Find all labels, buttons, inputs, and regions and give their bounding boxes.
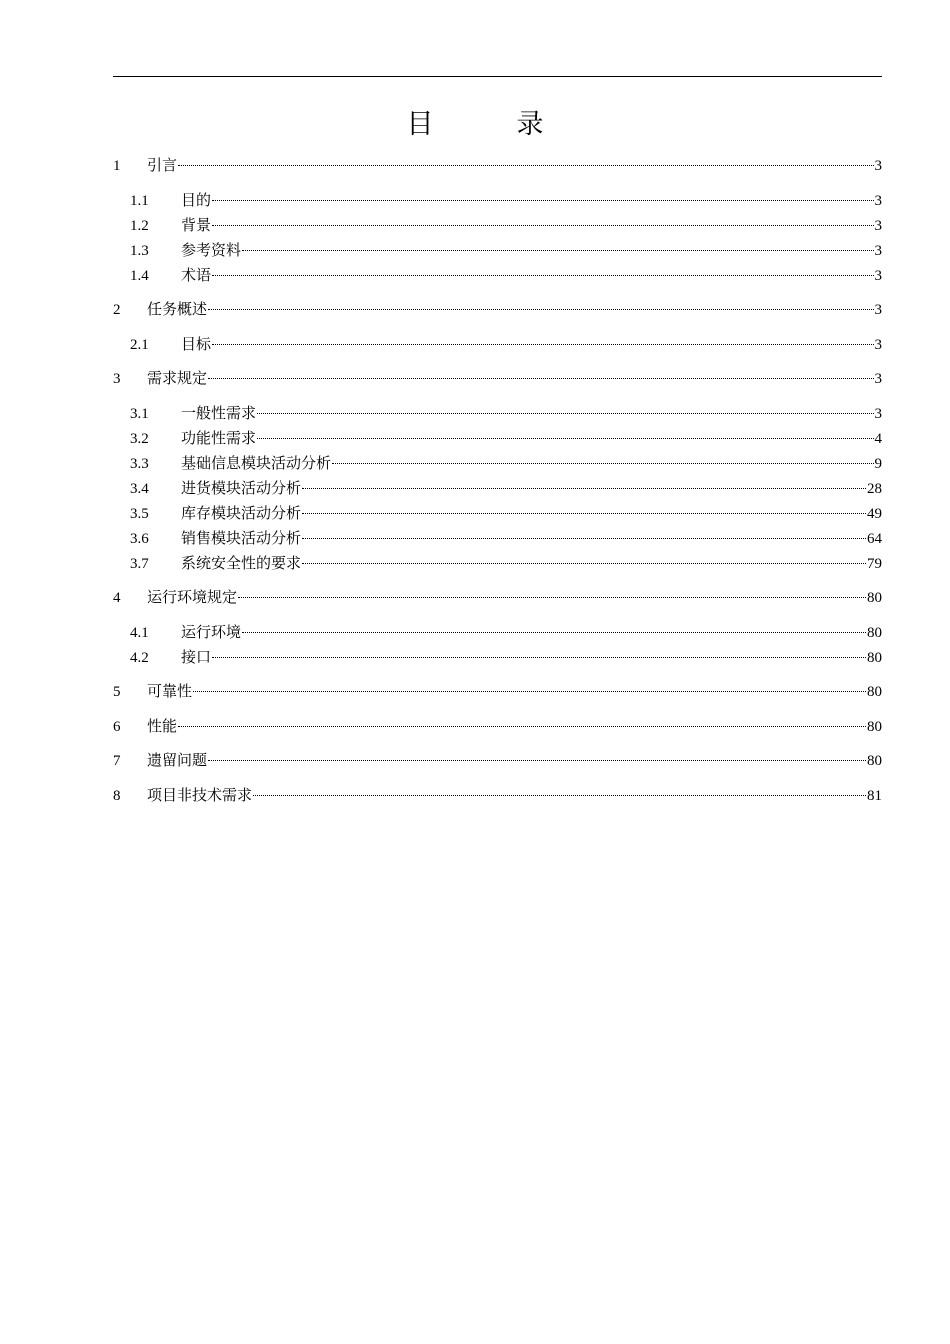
toc-entry-number: 4.1 <box>130 624 149 641</box>
dot-leader <box>212 199 873 201</box>
dot-leader <box>193 690 866 692</box>
toc-entry-number: 3.7 <box>130 555 149 572</box>
toc-entry[interactable] <box>113 333 882 358</box>
dot-leader <box>302 487 866 489</box>
toc-entry-label: 一般性需求 <box>181 405 257 422</box>
toc-entry-page: 80 <box>867 624 882 641</box>
toc-entry[interactable] <box>113 784 882 809</box>
toc-entry-page: 9 <box>874 455 882 472</box>
dot-leader <box>212 343 873 345</box>
toc-entry-page: 3 <box>874 217 882 234</box>
toc-entry-number: 2.1 <box>130 336 149 353</box>
toc-entry-label: 引言 <box>147 158 178 174</box>
toc-entry-label: 基础信息模块活动分析 <box>181 455 332 472</box>
dot-leader <box>302 512 866 514</box>
toc-entry-number: 3.6 <box>130 530 149 547</box>
header-rule <box>113 76 882 77</box>
toc-entry[interactable] <box>113 189 882 214</box>
toc-entry-page: 3 <box>874 158 882 174</box>
toc-entry-number: 8 <box>113 787 121 804</box>
toc-entry-page: 80 <box>867 649 882 666</box>
toc-entry[interactable] <box>113 477 882 502</box>
toc-entry-page: 3 <box>874 242 882 259</box>
toc-entry-page: 49 <box>867 505 882 522</box>
dot-leader <box>257 412 873 414</box>
dot-leader <box>212 224 873 226</box>
toc-entry[interactable] <box>113 452 882 477</box>
toc-entry-number: 5 <box>113 684 121 700</box>
toc-entry-number: 1.2 <box>130 217 149 234</box>
dot-leader <box>302 537 866 539</box>
toc-entry-page: 3 <box>874 192 882 209</box>
toc-entry-number: 3.3 <box>130 455 149 472</box>
dot-leader <box>178 725 866 727</box>
toc-entry-label: 背景 <box>181 217 212 234</box>
toc-entry[interactable] <box>113 621 882 646</box>
toc-entry-number: 1.4 <box>130 267 149 284</box>
toc-entry-page: 3 <box>874 371 882 387</box>
dot-leader <box>238 596 866 598</box>
dot-leader <box>242 249 873 251</box>
toc-entry-label: 系统安全性的要求 <box>181 555 302 572</box>
dot-leader <box>212 274 873 276</box>
toc-entry-number: 4 <box>113 590 121 606</box>
toc-entry-label: 接口 <box>181 649 212 666</box>
toc-entry-number: 7 <box>113 753 121 769</box>
toc-entry-label: 可靠性 <box>147 684 193 700</box>
toc-entry-number: 3.4 <box>130 480 149 497</box>
toc-entry-label: 目的 <box>181 192 212 209</box>
dot-leader <box>208 308 873 310</box>
toc-entry-number: 3.5 <box>130 505 149 522</box>
toc-entry[interactable] <box>113 402 882 427</box>
dot-leader <box>208 377 873 379</box>
toc-entry-page: 3 <box>874 405 882 422</box>
dot-leader <box>302 562 866 564</box>
dot-leader <box>257 437 873 439</box>
toc-entry-label: 参考资料 <box>181 242 242 259</box>
toc-entry-label: 任务概述 <box>147 302 208 318</box>
toc-entry-page: 3 <box>874 267 882 284</box>
toc-entry-number: 1.3 <box>130 242 149 259</box>
toc-entry-label: 性能 <box>147 718 178 735</box>
toc-entry[interactable] <box>113 527 882 552</box>
dot-leader <box>253 794 866 796</box>
toc-title: 目 录 <box>406 109 572 139</box>
toc-entry[interactable] <box>113 427 882 452</box>
dot-leader <box>242 631 866 633</box>
toc-entry-number: 1.1 <box>130 192 149 209</box>
toc-entry-page: 64 <box>867 530 882 547</box>
toc-entry-label: 进货模块活动分析 <box>181 480 302 497</box>
toc-entry[interactable] <box>113 680 882 705</box>
toc-entry[interactable] <box>113 367 882 392</box>
toc-entry-label: 销售模块活动分析 <box>181 530 302 547</box>
toc-entry-label: 遗留问题 <box>147 753 208 769</box>
toc-entry[interactable] <box>113 214 882 239</box>
toc-entry-label: 库存模块活动分析 <box>181 505 302 522</box>
toc-entry[interactable] <box>113 502 882 527</box>
toc-entry[interactable] <box>113 715 882 740</box>
toc-entry-label: 项目非技术需求 <box>147 787 253 804</box>
toc-entry-number: 3.1 <box>130 405 149 422</box>
toc-entry-page: 3 <box>874 336 882 353</box>
dot-leader <box>208 759 866 761</box>
toc-entry-number: 1 <box>113 158 121 174</box>
toc-entry-number: 4.2 <box>130 649 149 666</box>
toc-entry-page: 80 <box>867 684 882 700</box>
toc-entry-number: 3 <box>113 371 121 387</box>
toc-entry[interactable] <box>113 552 882 577</box>
toc-entry-page: 80 <box>867 718 882 735</box>
toc-entry-number: 3.2 <box>130 430 149 447</box>
toc-entry[interactable] <box>113 239 882 264</box>
toc-entry-label: 目标 <box>181 336 212 353</box>
toc-entry-page: 80 <box>867 590 882 606</box>
toc-entry-page: 4 <box>874 430 882 447</box>
toc-entry[interactable] <box>113 646 882 671</box>
toc-entry[interactable] <box>113 749 882 774</box>
toc-entry-number: 6 <box>113 718 121 735</box>
toc-entry[interactable] <box>113 298 882 323</box>
table-of-contents <box>113 154 882 809</box>
toc-entry-page: 80 <box>867 753 882 769</box>
toc-entry-label: 运行环境规定 <box>147 590 238 606</box>
toc-entry-page: 28 <box>867 480 882 497</box>
toc-entry-label: 术语 <box>181 267 212 284</box>
toc-entry-label: 需求规定 <box>147 371 208 387</box>
toc-entry-label: 功能性需求 <box>181 430 257 447</box>
dot-leader <box>178 164 873 166</box>
toc-entry-page: 81 <box>867 787 882 804</box>
toc-entry-label: 运行环境 <box>181 624 242 641</box>
toc-entry[interactable] <box>113 154 882 179</box>
toc-entry[interactable] <box>113 264 882 289</box>
toc-entry-page: 79 <box>867 555 882 572</box>
dot-leader <box>332 462 873 464</box>
dot-leader <box>212 656 866 658</box>
toc-entry-number: 2 <box>113 302 121 318</box>
toc-entry-page: 3 <box>874 302 882 318</box>
toc-entry[interactable] <box>113 586 882 611</box>
